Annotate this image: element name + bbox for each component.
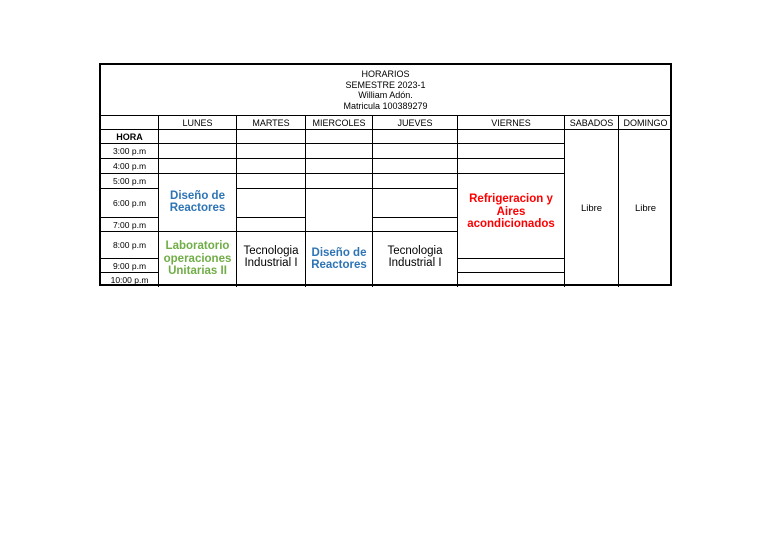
class-lunes-laboratorio: Laboratorio operaciones Unitarias II <box>163 240 232 278</box>
class-domingo-libre: Libre <box>634 203 657 214</box>
divider <box>457 115 458 287</box>
title-horarios: HORARIOS <box>361 69 410 79</box>
class-lunes-diseno-reactores: Diseño de Reactores <box>169 189 226 214</box>
class-miercoles-diseno-reactores: Diseño de Reactores <box>311 246 367 271</box>
divider <box>159 158 236 159</box>
divider <box>237 143 305 144</box>
divider <box>237 188 305 189</box>
header-miercoles: MIERCOLES <box>312 117 366 128</box>
divider <box>158 115 159 287</box>
header-domingo: DOMINGO <box>623 117 668 128</box>
class-sabados-libre: Libre <box>580 203 603 214</box>
divider <box>458 258 564 259</box>
divider <box>306 173 372 174</box>
divider <box>306 188 372 189</box>
time-slot: 6:00 p.m <box>112 198 147 208</box>
divider <box>306 158 372 159</box>
time-slot: 10:00 p.m <box>110 274 149 285</box>
divider <box>159 173 236 174</box>
divider <box>373 173 457 174</box>
divider <box>237 231 305 232</box>
time-slot: 8:00 p.m <box>112 240 147 250</box>
time-slot: 5:00 p.m <box>112 176 147 186</box>
divider <box>237 217 305 218</box>
divider <box>305 115 306 287</box>
class-jueves-tecnologia: Tecnologia Industrial I <box>387 244 443 269</box>
divider <box>237 158 305 159</box>
time-slot: 4:00 p.m <box>112 161 147 171</box>
divider <box>458 158 564 159</box>
divider <box>306 143 372 144</box>
title-student-name: William Adón. <box>358 90 413 100</box>
schedule-title-block <box>101 65 670 117</box>
title-matricula: Matricula 100389279 <box>343 100 428 111</box>
time-slot: 3:00 p.m <box>112 146 147 156</box>
divider <box>373 188 457 189</box>
divider <box>373 158 457 159</box>
schedule-table <box>99 63 672 286</box>
header-lunes: LUNES <box>182 117 213 128</box>
divider <box>236 115 237 287</box>
hora-label: HORA <box>116 131 143 142</box>
title-semestre: SEMESTRE 2023-1 <box>345 79 426 90</box>
divider <box>237 173 305 174</box>
divider <box>372 115 373 287</box>
time-slot: 9:00 p.m <box>112 260 147 271</box>
class-martes-tecnologia: Tecnologia Industrial I <box>243 244 299 269</box>
divider <box>373 143 457 144</box>
header-sabados: SABADOS <box>569 117 614 128</box>
divider <box>159 143 236 144</box>
divider <box>373 231 457 232</box>
divider <box>373 217 457 218</box>
divider <box>458 173 564 174</box>
time-slot: 7:00 p.m <box>112 219 147 230</box>
class-viernes-refrigeracion: Refrigeracion y Aires acondicionados <box>467 193 555 231</box>
divider <box>458 143 564 144</box>
header-viernes: VIERNES <box>491 117 531 128</box>
header-jueves: JUEVES <box>397 117 433 128</box>
divider <box>458 272 564 273</box>
header-martes: MARTES <box>252 117 290 128</box>
